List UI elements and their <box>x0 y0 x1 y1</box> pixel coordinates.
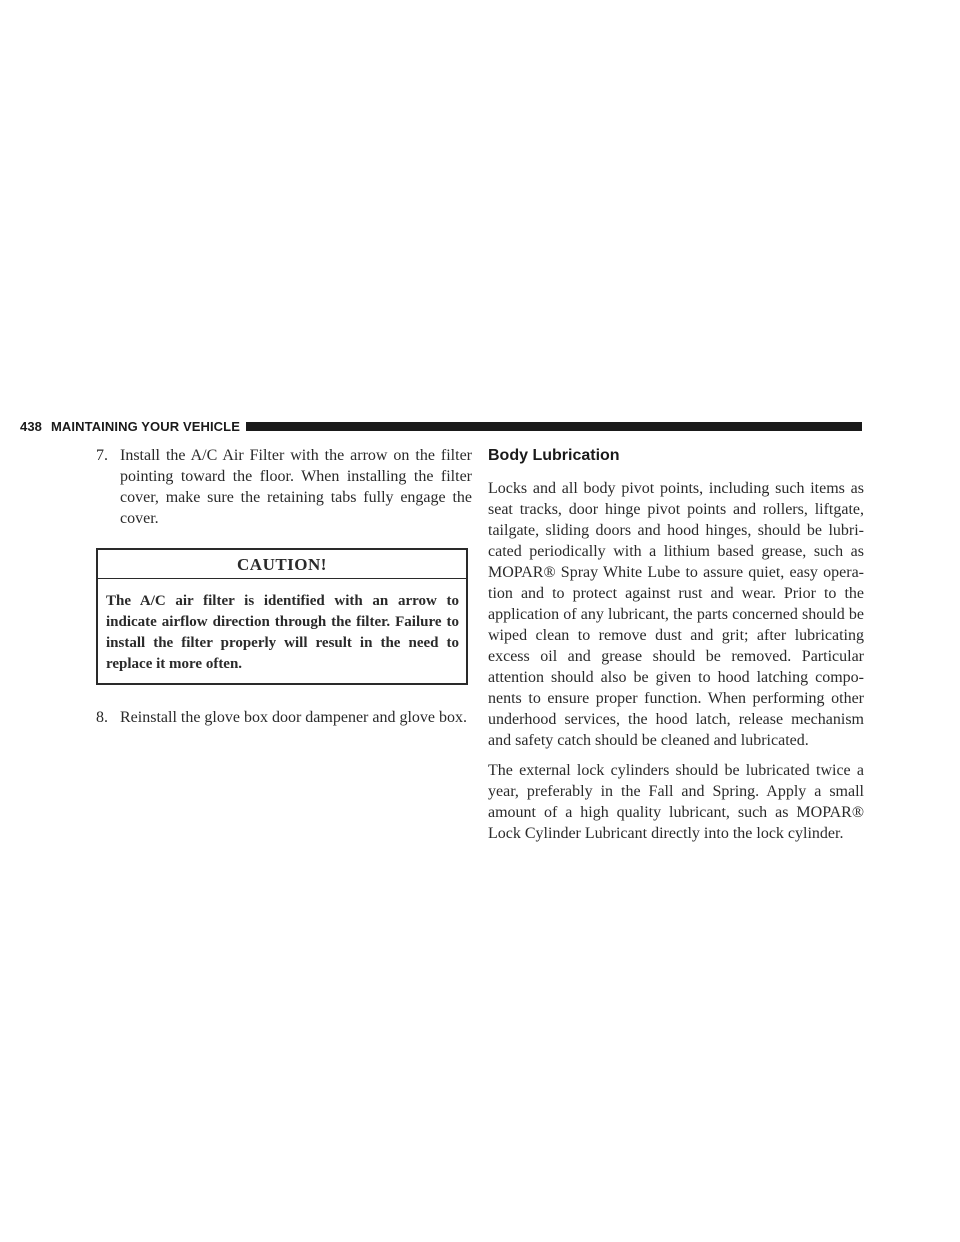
caution-title: CAUTION! <box>98 550 466 579</box>
step-7-number: 7. <box>96 447 108 464</box>
body-lubrication-heading: Body Lubrication <box>488 447 620 464</box>
page-number: 438 <box>20 418 42 434</box>
step-7-text: Install the A/C Air Filter with the arrow on the filter pointing toward the floor. When installing the filter cover, make sure the retaining tabs fully engage the cover. <box>120 447 472 527</box>
left-column <box>96 445 472 728</box>
section-title: MAINTAINING YOUR VEHICLE <box>51 418 240 434</box>
step-8 <box>96 707 472 728</box>
step-8-text: Reinstall the glove box door dampener and glove box. <box>120 709 468 726</box>
body-lubrication-paragraph-1: Locks and all body pivot points, including such items as seat tracks, door hinge pivot points and rollers, liftgate, tailgate, sliding doors and hood hinges, should be lubri-cated periodically with a lithium based grease, such as MOPAR® Spray White Lube to assure quiet, easy opera-tion and to protect against rust and wear. Prior to the application of any lubricant, the parts concerned should be wiped clean to remove dust and grit; after lubricating excess oil and grease should be removed. Particular attention should also be given to hood latching compo-nents to ensure proper function. When performing other underhood services, the hood latch, release mechanism and safety catch should be cleaned and lubricated. <box>488 480 864 749</box>
step-7 <box>96 445 472 529</box>
step-8-number: 8. <box>96 709 108 726</box>
page-header <box>20 418 862 434</box>
caution-box <box>96 548 468 685</box>
header-rule <box>246 422 862 431</box>
right-column <box>488 445 864 844</box>
body-lubrication-paragraph-2: The external lock cylinders should be lubricated twice a year, preferably in the Fall and Spring. Apply a small amount of a high quality lubricant, such as MOPAR® Lock Cylinder Lubricant directly into the lock cylinder. <box>488 762 864 842</box>
caution-text: The A/C air filter is identified with an arrow to indicate airflow direction through the filter. Failure to install the filter properly will result in the need to replace it more often. <box>106 593 459 672</box>
